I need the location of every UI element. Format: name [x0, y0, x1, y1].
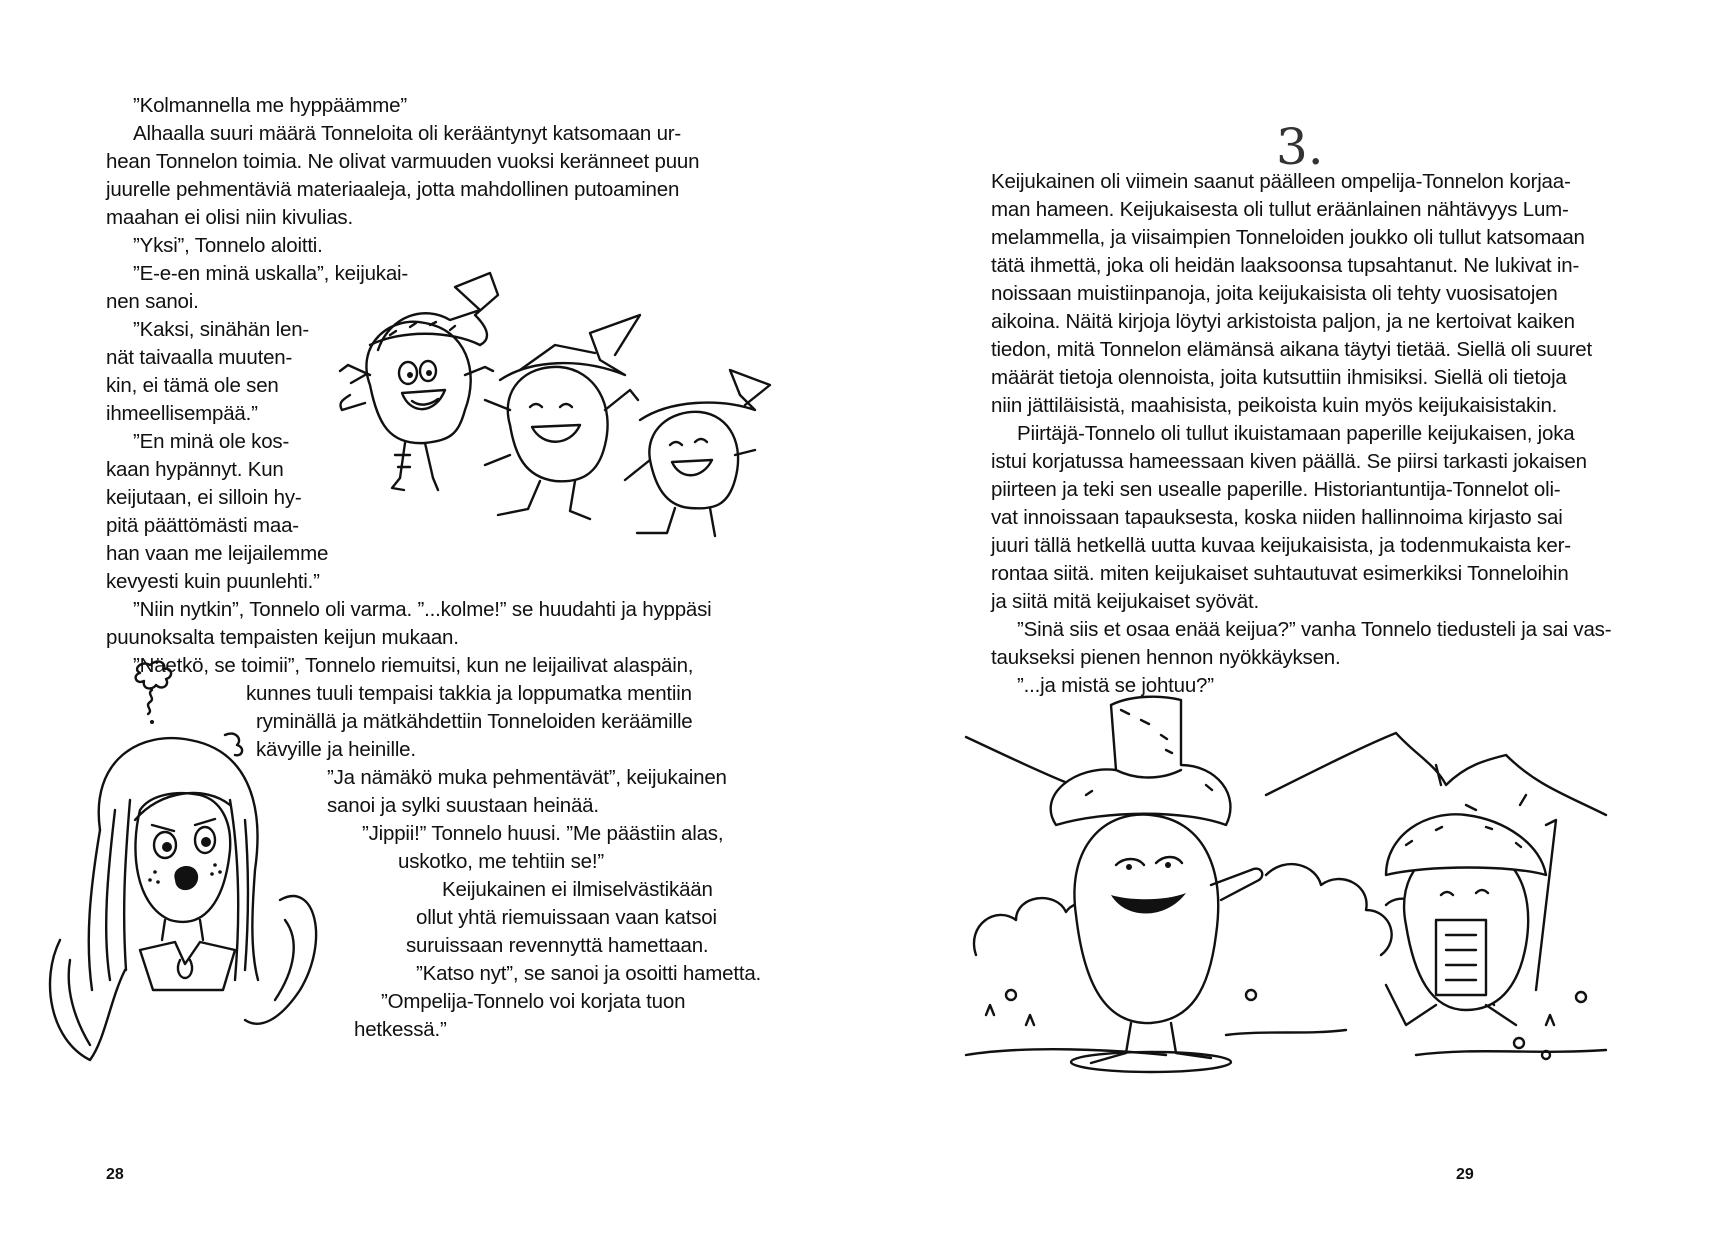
text-line: kävyille ja heinille. [256, 738, 416, 761]
text-line: keijutaan, ei silloin hy- [106, 486, 302, 509]
text-line: man hameen. Keijukaisesta oli tullut eräänlainen nähtävyys Lum- [991, 198, 1569, 221]
text-line: juuri tällä hetkellä uutta kuvaa keijukaisista, ja todenmukaista ker- [991, 534, 1571, 557]
text-line: pitä päättömästi maa- [106, 514, 299, 537]
text-line: uskotko, me tehtiin se!” [398, 850, 604, 873]
text-line: istui korjatussa hameessaan kiven päällä. Se piirsi tarkasti jokaisen [991, 450, 1587, 473]
worried-fairy-illustration [30, 660, 330, 1080]
text-line: ”Ja nämäkö muka pehmentävät”, keijukainen [327, 766, 727, 789]
text-line: taukseksi pienen hennon nyökkäyksen. [991, 646, 1341, 669]
text-line: rontaa siitä. miten keijukaiset suhtautuvat esimerkiksi Tonneloihin [991, 562, 1569, 585]
text-line: määrät tietoja olennoista, joita kutsuttiin ihmisiksi. Siellä oli tietoja [991, 366, 1567, 389]
text-line: ”Ompelija-Tonnelo voi korjata tuon [381, 990, 686, 1013]
text-line: ”...ja mistä se johtuu?” [1017, 674, 1214, 697]
text-line: ”Niin nytkin”, Tonnelo oli varma. ”...kolme!” se huudahti ja hyppäsi [133, 598, 712, 621]
text-line: vat innoissaan tapauksesta, koska niiden hallinnoima kirjasto sai [991, 506, 1563, 529]
text-line: hean Tonnelon toimia. Ne olivat varmuuden vuoksi keränneet puun [106, 150, 700, 173]
text-line: ”Katso nyt”, se sanoi ja osoitti hametta. [416, 962, 762, 985]
text-line: ”Kaksi, sinähän len- [133, 318, 310, 341]
text-line: piirteen ja teki sen usealle paperille. Historiantuntija-Tonnelot oli- [991, 478, 1561, 501]
page-number: 28 [106, 1166, 124, 1183]
text-line: Keijukainen oli viimein saanut päälleen ompelija-Tonnelon korjaa- [991, 170, 1571, 193]
text-line: juurelle pehmentäviä materiaaleja, jotta mahdollinen putoaminen [106, 178, 680, 201]
text-line: ”Kolmannella me hyppäämme” [133, 94, 407, 117]
text-line: kevyesti kuin puunlehti.” [106, 570, 320, 593]
text-line: ”Jippii!” Tonnelo huusi. ”Me päästiin alas, [362, 822, 724, 845]
text-line: puunoksalta tempaisten keijun mukaan. [106, 626, 459, 649]
text-line: ryminällä ja mätkähdettiin Tonneloiden keräämille [256, 710, 693, 733]
text-line: ollut yhtä riemuissaan vaan katsoi [416, 906, 717, 929]
text-line: sanoi ja sylki suustaan heinää. [327, 794, 599, 817]
text-line: kin, ei tämä ole sen [106, 374, 279, 397]
text-line: nät taivaalla muuten- [106, 346, 293, 369]
text-line: kunnes tuuli tempaisi takkia ja loppumatka mentiin [246, 682, 692, 705]
right-page [856, 0, 1713, 1240]
text-line: aikoina. Näitä kirjoja löytyi arkistoista paljon, ja ne kertoivat kaiken [991, 310, 1575, 333]
text-line: nen sanoi. [106, 290, 199, 313]
text-line: Alhaalla suuri määrä Tonneloita oli kerääntynyt katsomaan ur- [133, 122, 682, 145]
text-line: ”E-e-en minä uskalla”, keijukai- [133, 262, 409, 285]
text-line: ”Sinä siis et osaa enää keijua?” vanha Tonnelo tiedusteli ja sai vas- [1017, 618, 1612, 641]
text-line: Keijukainen ei ilmiselvästikään [442, 878, 713, 901]
text-line: ihmeellisempää.” [106, 402, 258, 425]
left-page [0, 0, 856, 1240]
dancing-tonnelos-illustration [330, 275, 780, 565]
text-line: ”Yksi”, Tonnelo aloitti. [133, 234, 323, 257]
text-line: ja siitä mitä keijukaiset syövät. [991, 590, 1259, 613]
text-line: han vaan me leijailemme [106, 542, 329, 565]
text-line: ”Näetkö, se toimii”, Tonnelo riemuitsi, kun ne leijailivat alaspäin, [133, 654, 694, 677]
two-tonnelos-illustration [966, 725, 1616, 1145]
text-line: kaan hypännyt. Kun [106, 458, 284, 481]
text-line: niin jättiläisistä, maahisista, peikoista kuin myös keijukaisistakin. [991, 394, 1558, 417]
text-line: melammella, ja viisaimpien Tonneloiden joukko oli tullut katsomaan [991, 226, 1585, 249]
chapter-number: 3. [1276, 118, 1324, 176]
text-line: tiedon, mitä Tonnelon elämänsä aikana täytyi tietää. Siellä oli suuret [991, 338, 1592, 361]
text-line: maahan ei olisi niin kivulias. [106, 206, 353, 229]
text-line: Piirtäjä-Tonnelo oli tullut ikuistamaan paperille keijukaisen, joka [1017, 422, 1575, 445]
text-line: tätä ihmettä, joka oli heidän laaksoonsa tupsahtanut. Ne lukivat in- [991, 254, 1580, 277]
text-line: hetkessä.” [354, 1018, 447, 1041]
text-line: ”En minä ole kos- [133, 430, 290, 453]
text-line: noissaan muistiinpanoja, joita keijukaisista oli tehty vuosisatojen [991, 282, 1558, 305]
text-line: suruissaan revennyttä hamettaan. [406, 934, 709, 957]
page-number: 29 [1456, 1166, 1474, 1183]
